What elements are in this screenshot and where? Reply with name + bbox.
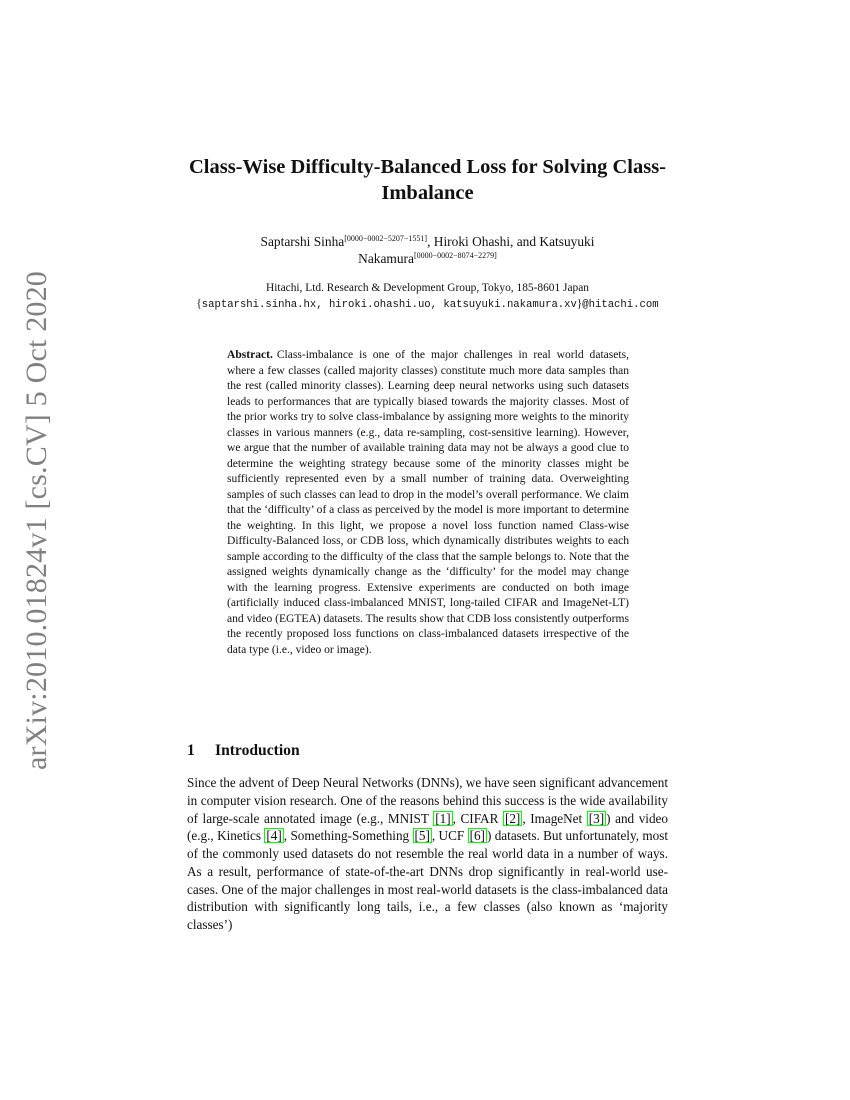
intro-text: ) datasets. But unfortunately, most of the commonly used datasets do not resemble the real world data in a number of ways. As a result, performance of state-of-the-art DNNs drop significantly in real-world use-cases. One of the major challenges in most real-world datasets is the class-imbalanced data distribution with significantly long tails, i.e., a few classes (also known as ‘majority classes’) [187,828,669,932]
intro-text: , UCF [431,828,468,844]
intro-text: , ImageNet [522,810,587,826]
section-title: Introduction [215,742,300,759]
intro-text: , CIFAR [452,810,503,826]
email-domain: @hitachi.com [582,299,659,311]
citation-link[interactable]: [6] [469,828,485,844]
arxiv-identifier-stamp: arXiv:2010.01824v1 [cs.CV] 5 Oct 2020 [20,270,53,770]
orcid-id: [0000−0002−5207−1551] [344,234,428,243]
abstract-text: Class-imbalance is one of the major challenges in real world datasets, where a few classes (called majority classes) constitute much more data samples than the rest (called minority classes). Learning deep neural networks using such datasets leads to performances that are typically biased towards the majority classes. Most of the prior works try to solve class-imbalance by assigning more weights to the minority classes in various manners (e.g., data re-sampling, cost-sensitive learning). However, we argue that the number of available training data may not be always a good clue to determine the weighting strategy because some of the minority classes might be sufficiently represented even by a small number of training data. Overweighting samples of such classes can lead to drop in the model’s overall performance. We claim that the ‘difficulty’ of a class as perceived by the model is more important to determine the weighting. In this light, we propose a novel loss function named Class-wise Difficulty-Balanced loss, or CDB loss, which dynamically distributes weights to each sample according to the difficulty of the class that the sample belongs to. Note that the assigned weights dynamically change as the ‘difficulty’ for the model may change with the learning progress. Extensive experiments are conducted on both image (artificially induced class-imbalanced MNIST, long-tailed CIFAR and ImageNet-LT) and video (EGTEA) datasets. The results show that CDB loss consistently outperforms the recently proposed loss functions on class-imbalanced datasets irrespective of the data type (i.e., video or image). [227,349,629,656]
intro-text: , Something-Something [283,828,413,844]
abstract-label: Abstract. [227,349,273,361]
intro-text: Since the advent of Deep Neural Networks (DNNs), we have seen significant advancement in computer vision research. One of the reasons behind this success is the wide availability of large-scale annotated image (e.g., MNIST [187,775,668,826]
introduction-paragraph [187,774,668,934]
author-name: Nakamura [358,251,414,266]
citation-link[interactable]: [3] [588,810,605,826]
author-list [160,233,695,267]
email-list: saptarshi.sinha.hx, hiroki.ohashi.uo, katsuyuki.nakamura.xv [201,299,577,311]
author-name: Saptarshi Sinha [260,234,345,249]
email-brace-open: { [196,298,202,310]
citation-link[interactable]: [4] [266,828,282,844]
intro-text: ) and video (e.g., Kinetics [187,810,668,844]
citation-link[interactable]: [1] [435,810,451,826]
citation-link[interactable]: [2] [504,810,521,826]
email-brace-close: } [576,298,583,310]
section-number: 1 [187,742,195,759]
author-name: , Hiroki Ohashi, and Katsuyuki [427,234,595,249]
orcid-id: [0000−0002−8074−2279] [413,251,497,260]
affiliation: Hitachi, Ltd. Research & Development Group, Tokyo, 185-8601 Japan [266,282,589,294]
email-addresses [150,296,705,313]
paper-title: Class-Wise Difficulty-Balanced Loss for Solving Class-Imbalance [188,156,667,204]
citation-link[interactable]: [5] [414,828,430,844]
section-heading [187,741,667,761]
abstract [227,348,629,658]
